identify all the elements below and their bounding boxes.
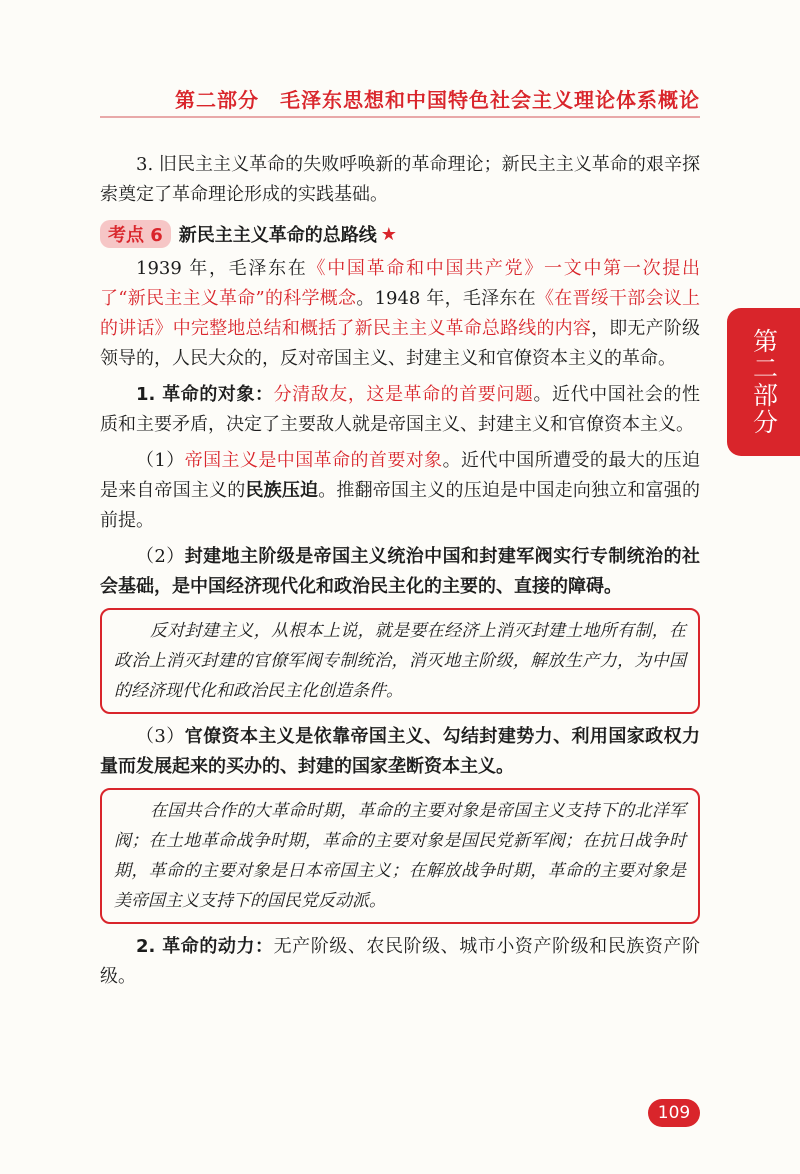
kaodian-heading [100,220,700,248]
motive-paragraph [100,932,700,992]
note-box-1 [100,608,700,714]
item-2-paragraph [100,542,700,602]
intro-paragraph [100,254,700,374]
intro-text-e: ，即无产阶级领导的，人民大众的，反对帝国主义、封建主义和官僚资本主义的革命。 [100,318,700,369]
motive-label: 2. 革命的动力： [136,936,274,957]
star-icon: ★ [380,223,397,245]
item-3-number: （3） [136,726,185,747]
motive-text: 无产阶级、农民阶级、城市小资产阶级和民族资产阶级。 [100,936,700,987]
note-box-2 [100,788,700,924]
kaodian-badge: 考点 6 [100,220,171,248]
object-paragraph [100,380,700,440]
running-header: 第二部分 毛泽东思想和中国特色社会主义理论体系概论 [175,88,700,112]
item-1-paragraph [100,446,700,536]
intro-highlight-2: 《在晋绥干部会议上的讲话》中完整地总结和概括了新民主主义革命总路线的内容 [100,288,701,339]
page-number: 109 [648,1099,700,1127]
item-1-number: （1） [136,450,185,471]
header-rule [100,116,700,118]
intro-text-a: 1939 年，毛泽东在 [136,258,308,279]
intro-text-c: 。1948 年，毛泽东在 [356,288,536,309]
item-3-paragraph [100,722,700,782]
section-3-paragraph: 3. 旧民主主义革命的失败呼唤新的革命理论；新民主主义革命的艰辛探索奠定了革命理论形成的实践基础。 [100,154,700,205]
item-3-bold: 官僚资本主义是依靠帝国主义、勾结封建势力、利用国家政权力量而发展起来的买办的、封建的国家垄断资本主义。 [100,726,701,777]
intro-highlight-1: 《中国革命和中国共产党》一文中第一次提出了“新民主主义革命”的科学概念 [100,258,701,309]
item-1-text-a: 。近代中国所遭受的最大的压迫是来自帝国主义的 [100,450,701,501]
object-text: 。近代中国社会的性质和主要矛盾，决定了主要敌人就是帝国主义、封建主义和官僚资本主义。 [100,384,700,435]
item-1-text-c: 。推翻帝国主义的压迫是中国走向独立和富强的前提。 [100,480,700,531]
note-1-text: 反对封建主义，从根本上说，就是要在经济上消灭封建土地所有制，在政治上消灭封建的官僚军阀专制统治，消灭地主阶级，解放生产力，为中国的经济现代化和政治民主化创造条件。 [114,621,686,701]
object-label: 1. 革命的对象： [136,384,274,405]
item-2-bold: 封建地主阶级是帝国主义统治中国和封建军阀实行专制统治的社会基础，是中国经济现代化和政治民主化的主要的、直接的障碍。 [100,546,701,597]
note-2-text: 在国共合作的大革命时期，革命的主要对象是帝国主义支持下的北洋军阀；在土地革命战争时期，革命的主要对象是国民党新军阀；在抗日战争时期，革命的主要对象是日本帝国主义；在解放战争时期，革命的主要对象是美帝国主义支持下的国民党反动派。 [114,801,686,911]
item-2-number: （2） [136,546,185,567]
kaodian-title: 新民主主义革命的总路线 [178,225,377,246]
object-highlight: 分清敌友，这是革命的首要问题 [273,384,534,405]
page-content [100,150,700,992]
item-1-highlight: 帝国主义是中国革命的首要对象 [184,450,443,471]
side-tab: 第二部分 [727,308,800,456]
item-1-bold: 民族压迫 [245,480,319,501]
